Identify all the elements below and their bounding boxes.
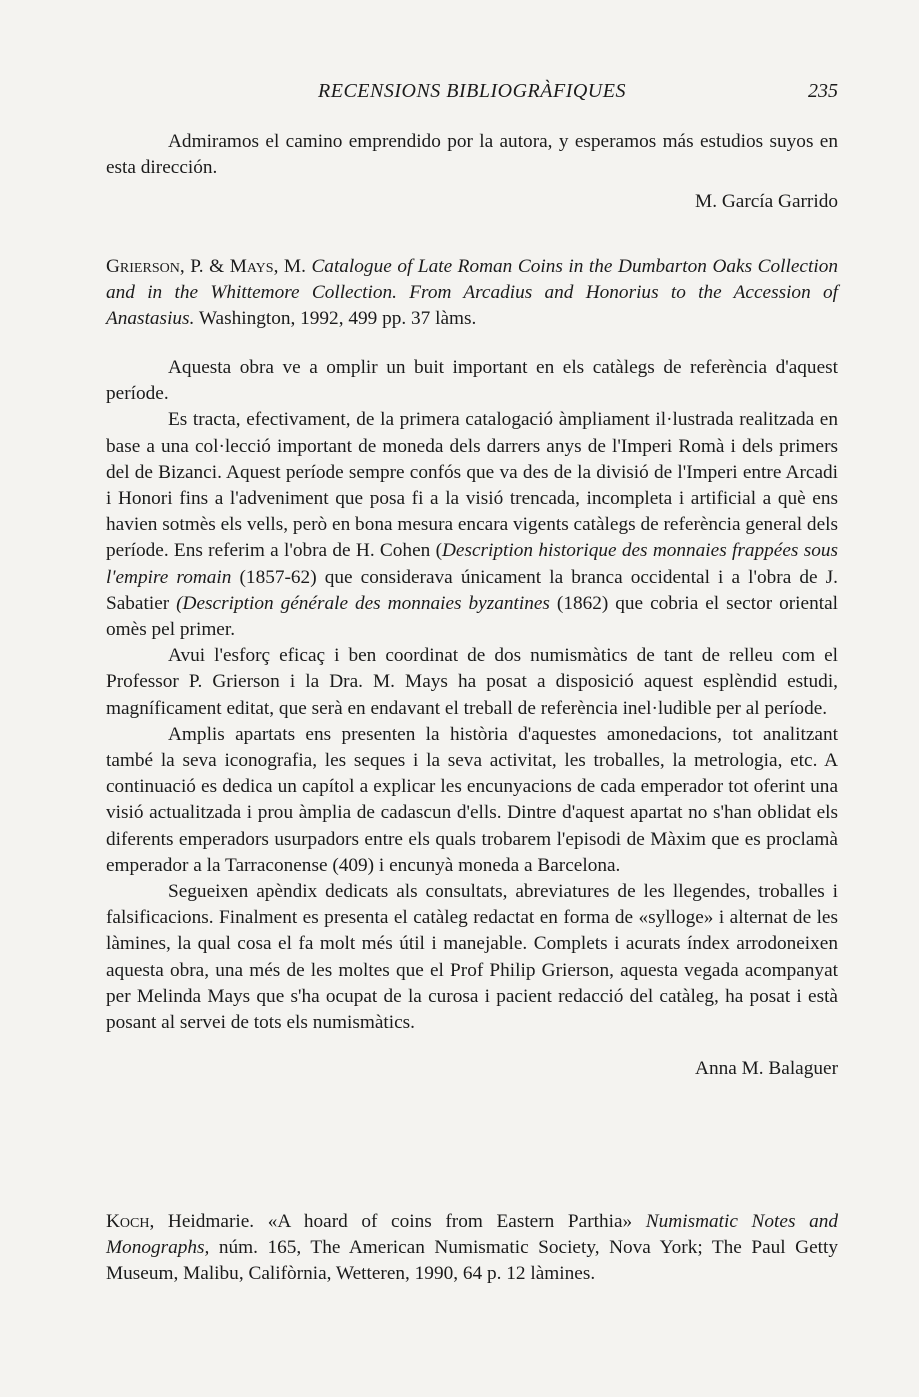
citation-grierson: Grierson, P. & Mays, M. Catalogue of Late Roman Coins in the Dumbarton Oaks Collection and in the Whittemore Collection. From Arcadius and Honorius to the Accession of Anastasius. Washington, 1992, 499 pp. 37 làms. xyxy=(106,256,838,330)
paragraph-1: Aquesta obra ve a omplir un buit important en els catàlegs de referència d'aquest període. xyxy=(106,357,838,405)
paragraph-4: Amplis apartats ens presenten la història d'aquestes amonedacions, tot analitzant també la seva iconografia, les seques i la seva activitat, les troballes, la metrologia, etc. A continuació es dedica un capítol a explicar les encunyacions de cada emperador tot oferint una visió actualitzada i prou àmplia de cadascun d'ells. Dintre d'aquest apartat no s'han oblidat els diferents emperadors usurpadors entre els quals trobarem l'episodi de Màxim que es proclamà emperador a la Tarraconense (409) i encunyà moneda a Barcelona. xyxy=(106,723,838,876)
review-1-ending xyxy=(106,129,838,216)
review-1-paragraph: Admiramos el camino emprendido por la autora, y esperamos más estudios suyos en esta dirección. xyxy=(106,131,838,179)
paragraph-3: Avui l'esforç eficaç i ben coordinat de dos numismàtics de tant de relleu com el Professor P. Grierson i la Dra. M. Mays ha posat a disposició aquest esplèndid estudi, magníficament editat, que serà en endavant el treball de referència inel·ludible per al període. xyxy=(106,645,838,719)
review-1-signature: M. García Garrido xyxy=(695,191,838,213)
review-2-citation xyxy=(106,254,838,333)
book-title: Catalogue of Late Roman Coins in the Dumbarton Oaks Collection and in the Whittemore Collection. From Arcadius and Honorius to the Accession of Anastasius. xyxy=(106,256,838,330)
author-mays: Mays xyxy=(229,256,274,277)
review-3-citation xyxy=(106,1209,838,1288)
publication-details: núm. 165, The American Numismatic Society, Nova York; The Paul Getty Museum, Malibu, Califòrnia, Wetteren, 1990, 64 p. 12 làmines. xyxy=(106,1237,838,1285)
cohen-title: Description historique des monnaies frappées sous l'empire romain xyxy=(106,540,838,588)
page-header xyxy=(106,80,838,110)
publication-details: Washington, 1992, 499 pp. 37 làms. xyxy=(194,308,477,330)
citation-koch: Koch, Heidmarie. «A hoard of coins from Eastern Parthia» Numismatic Notes and Monographs, núm. 165, The American Numismatic Society, Nova York; The Paul Getty Museum, Malibu, Califòrnia, Wetteren, 1990, 64 p. 12 làmines. xyxy=(106,1211,839,1285)
page-number: 235 xyxy=(808,80,838,102)
paragraph-5: Segueixen apèndix dedicats als consultats, abreviatures de les llegendes, troballes i falsificacions. Finalment es presenta el catàleg redactat en forma de «sylloge» i alternat de les làmines, la qual cosa el fa molt més útil i manejable. Complets i acurats índex arrodoneixen aquesta obra, una més de les moltes que el Prof Philip Grierson, aquesta vegada acompanyat per Melinda Mays que s'ha ocupat de la curosa i pacient redacció del catàleg, ha posat i està posant al servei de tots els numismàtics. xyxy=(106,881,838,1034)
author-grierson: Grierson xyxy=(106,256,180,277)
sabatier-title: (Description générale des monnaies byzantines xyxy=(176,592,550,614)
review-2-signature: Anna M. Balaguer xyxy=(695,1058,838,1080)
series-title: Numismatic Notes and Monographs, xyxy=(106,1211,839,1259)
running-head: RECENSIONS BIBLIOGRÀFIQUES xyxy=(318,80,626,102)
author-koch: Koch xyxy=(106,1211,150,1232)
review-2-body xyxy=(106,355,838,1082)
paragraph-2: Es tracta, efectivament, de la primera catalogació àmpliament il·lustrada realitzada en base a una col·lecció important de moneda dels darrers anys de l'Imperi Romà i dels primers del de Bizanci. Aquest període sempre confós que va des de la divisió de l'Imperi entre Arcadi i Honori fins a l'adveniment que posa fi a la visió trencada, incompleta i artificial a què ens havien sotmès els vells, però en bona mesura encara vigents catàlegs de referència general dels període. Ens referim a l'obra de H. Cohen (Description historique des monnaies frappées sous l'empire romain (1857-62) que considerava únicament la branca occidental i a l'obra de J. Sabatier (Description générale des monnaies byzantines (1862) que cobria el sector oriental omès pel primer. xyxy=(106,409,838,641)
